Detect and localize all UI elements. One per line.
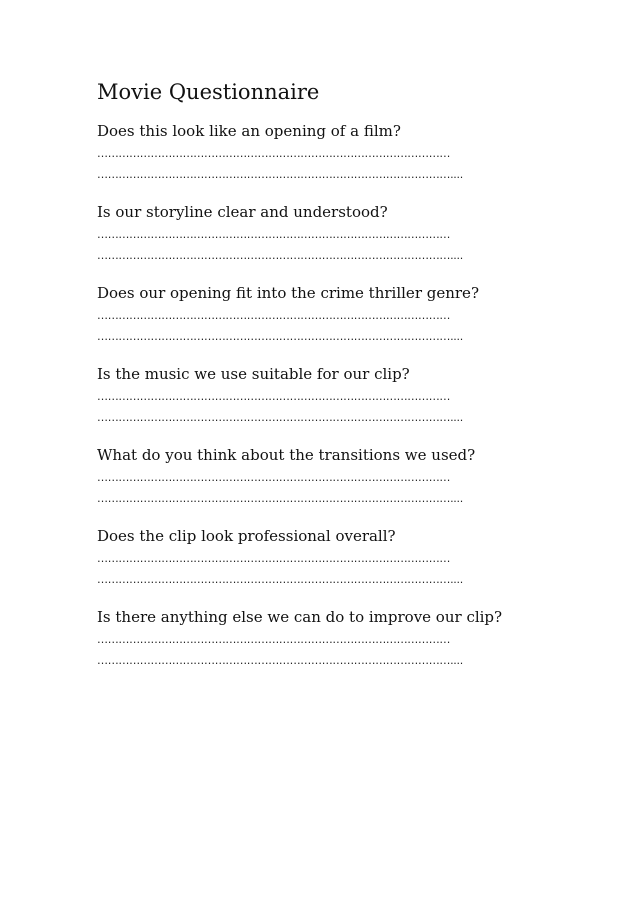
question-text: Is there anything else we can do to improve our clip? bbox=[97, 608, 503, 626]
question-text: Does our opening fit into the crime thriller genre? bbox=[97, 284, 479, 302]
page-title: Movie Questionnaire bbox=[97, 80, 320, 104]
answer-line: ……………………………………………………………………………………….... bbox=[97, 492, 463, 505]
question-list bbox=[97, 120, 537, 687]
answer-line: ……………………………………………………………………………………… bbox=[97, 390, 451, 403]
question-text: Does the clip look professional overall? bbox=[97, 527, 396, 545]
question-item-2 bbox=[97, 201, 537, 282]
question-text: Is the music we use suitable for our clip? bbox=[97, 365, 410, 383]
question-text: Does this look like an opening of a film? bbox=[97, 122, 401, 140]
question-item-6 bbox=[97, 525, 537, 606]
answer-line: ……………………………………………………………………………………….... bbox=[97, 168, 463, 181]
answer-line: ……………………………………………………………………………………….... bbox=[97, 654, 463, 667]
answer-line: ……………………………………………………………………………………… bbox=[97, 309, 451, 322]
answer-line: ……………………………………………………………………………………….... bbox=[97, 573, 463, 586]
answer-line: ……………………………………………………………………………………… bbox=[97, 552, 451, 565]
answer-line: ……………………………………………………………………………………….... bbox=[97, 249, 463, 262]
question-text: What do you think about the transitions we used? bbox=[97, 446, 476, 464]
answer-line: ……………………………………………………………………………………….... bbox=[97, 411, 463, 424]
answer-line: ……………………………………………………………………………………… bbox=[97, 471, 451, 484]
question-item-3 bbox=[97, 282, 537, 363]
answer-line: ……………………………………………………………………………………….... bbox=[97, 330, 463, 343]
question-item-1 bbox=[97, 120, 537, 201]
answer-line: ……………………………………………………………………………………… bbox=[97, 228, 451, 241]
question-item-4 bbox=[97, 363, 537, 444]
question-item-5 bbox=[97, 444, 537, 525]
question-item-7 bbox=[97, 606, 537, 687]
answer-line: ……………………………………………………………………………………… bbox=[97, 633, 451, 646]
answer-line: ……………………………………………………………………………………… bbox=[97, 147, 451, 160]
question-text: Is our storyline clear and understood? bbox=[97, 203, 388, 221]
